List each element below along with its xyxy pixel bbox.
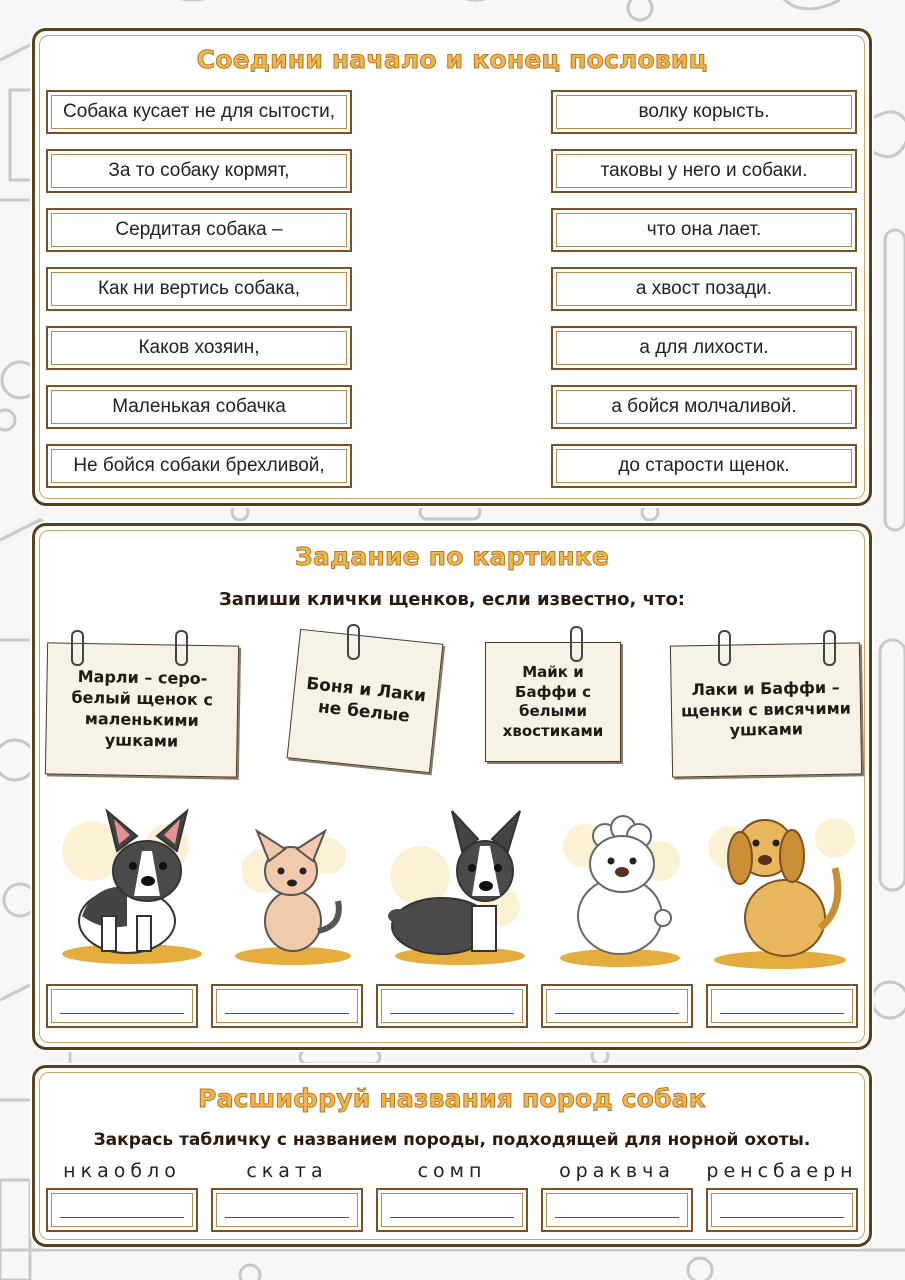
paperclip-icon (175, 630, 188, 666)
breed-answer-2[interactable] (211, 1188, 363, 1232)
writing-line (720, 1217, 844, 1218)
proverb-end-7[interactable]: до старости щенок. (551, 444, 857, 488)
breed-answer-1[interactable] (46, 1188, 198, 1232)
proverb-end-6[interactable]: а бойся молчаливой. (551, 385, 857, 429)
paperclip-icon (347, 624, 360, 660)
breed-answer-3[interactable] (376, 1188, 528, 1232)
breeds-panel (32, 1065, 872, 1247)
scrambled-word-1: нкаобло (63, 1160, 181, 1182)
proverb-start-6[interactable]: Маленькая собачка (46, 385, 352, 429)
proverb-start-1[interactable]: Собака кусает не для сытости, (46, 90, 352, 134)
writing-line (555, 1013, 679, 1014)
writing-line (60, 1013, 184, 1014)
puppy-name-answer-5[interactable] (706, 984, 858, 1028)
writing-line (225, 1013, 349, 1014)
puppy-name-answer-2[interactable] (211, 984, 363, 1028)
picture-task-subtitle: Запиши клички щенков, если известно, что: (218, 589, 686, 610)
proverb-start-5[interactable]: Каков хозяин, (46, 326, 352, 370)
puppy-name-answer-1[interactable] (46, 984, 198, 1028)
puppy-name-answer-4[interactable] (541, 984, 693, 1028)
boston-terrier-illustration (380, 796, 540, 971)
writing-line (720, 1013, 844, 1014)
clue-note-3 (485, 642, 621, 762)
proverb-end-2[interactable]: таковы у него и собаки. (551, 149, 857, 193)
proverb-end-1[interactable]: волку корысть. (551, 90, 857, 134)
proverb-end-4[interactable]: а хвост позади. (551, 267, 857, 311)
writing-line (555, 1217, 679, 1218)
breeds-subtitle: Закрась табличку с названием породы, подходящей для норной охоты. (93, 1130, 811, 1150)
proverb-start-3[interactable]: Сердитая собака – (46, 208, 352, 252)
poodle-illustration (545, 806, 695, 971)
proverb-end-3[interactable]: что она лает. (551, 208, 857, 252)
clue-note-3-text: Майк и Баффи с белыми хвостиками (502, 663, 604, 740)
chihuahua-illustration (223, 816, 363, 971)
picture-task-panel (32, 523, 872, 1050)
writing-line (390, 1013, 514, 1014)
spaniel-illustration (700, 788, 860, 973)
writing-line (225, 1217, 349, 1218)
writing-line (60, 1217, 184, 1218)
breeds-title: Расшифруй названия пород собак (198, 1084, 706, 1113)
breed-answer-5[interactable] (706, 1188, 858, 1232)
scrambled-word-4: ораквча (559, 1160, 675, 1182)
scrambled-word-2: ската (246, 1160, 328, 1182)
french-bulldog-illustration (47, 796, 207, 971)
scrambled-word-3: сомп (417, 1160, 487, 1182)
paperclip-icon (570, 626, 583, 662)
breed-answer-4[interactable] (541, 1188, 693, 1232)
proverb-start-4[interactable]: Как ни вертись собака, (46, 267, 352, 311)
clue-note-2-text: Боня и Лаки не белые (305, 673, 427, 727)
writing-line (390, 1217, 514, 1218)
proverbs-panel (32, 28, 872, 506)
paperclip-icon (823, 630, 836, 666)
proverb-end-5[interactable]: а для лихости. (551, 326, 857, 370)
paperclip-icon (718, 630, 731, 666)
scrambled-word-5: ренсбаерн (706, 1160, 858, 1182)
proverb-start-2[interactable]: За то собаку кормят, (46, 149, 352, 193)
clue-note-4-text: Лаки и Баффи – щенки с висячими ушками (680, 677, 852, 741)
proverb-start-7[interactable]: Не бойся собаки брехливой, (46, 444, 352, 488)
clue-note-1-text: Марли – серо-белый щенок с маленькими ушками (71, 667, 214, 751)
paperclip-icon (71, 630, 84, 666)
proverbs-title: Соедини начало и конец пословиц (196, 45, 708, 74)
puppy-name-answer-3[interactable] (376, 984, 528, 1028)
picture-task-title: Задание по картинке (294, 542, 610, 571)
clue-note-2 (287, 629, 444, 773)
